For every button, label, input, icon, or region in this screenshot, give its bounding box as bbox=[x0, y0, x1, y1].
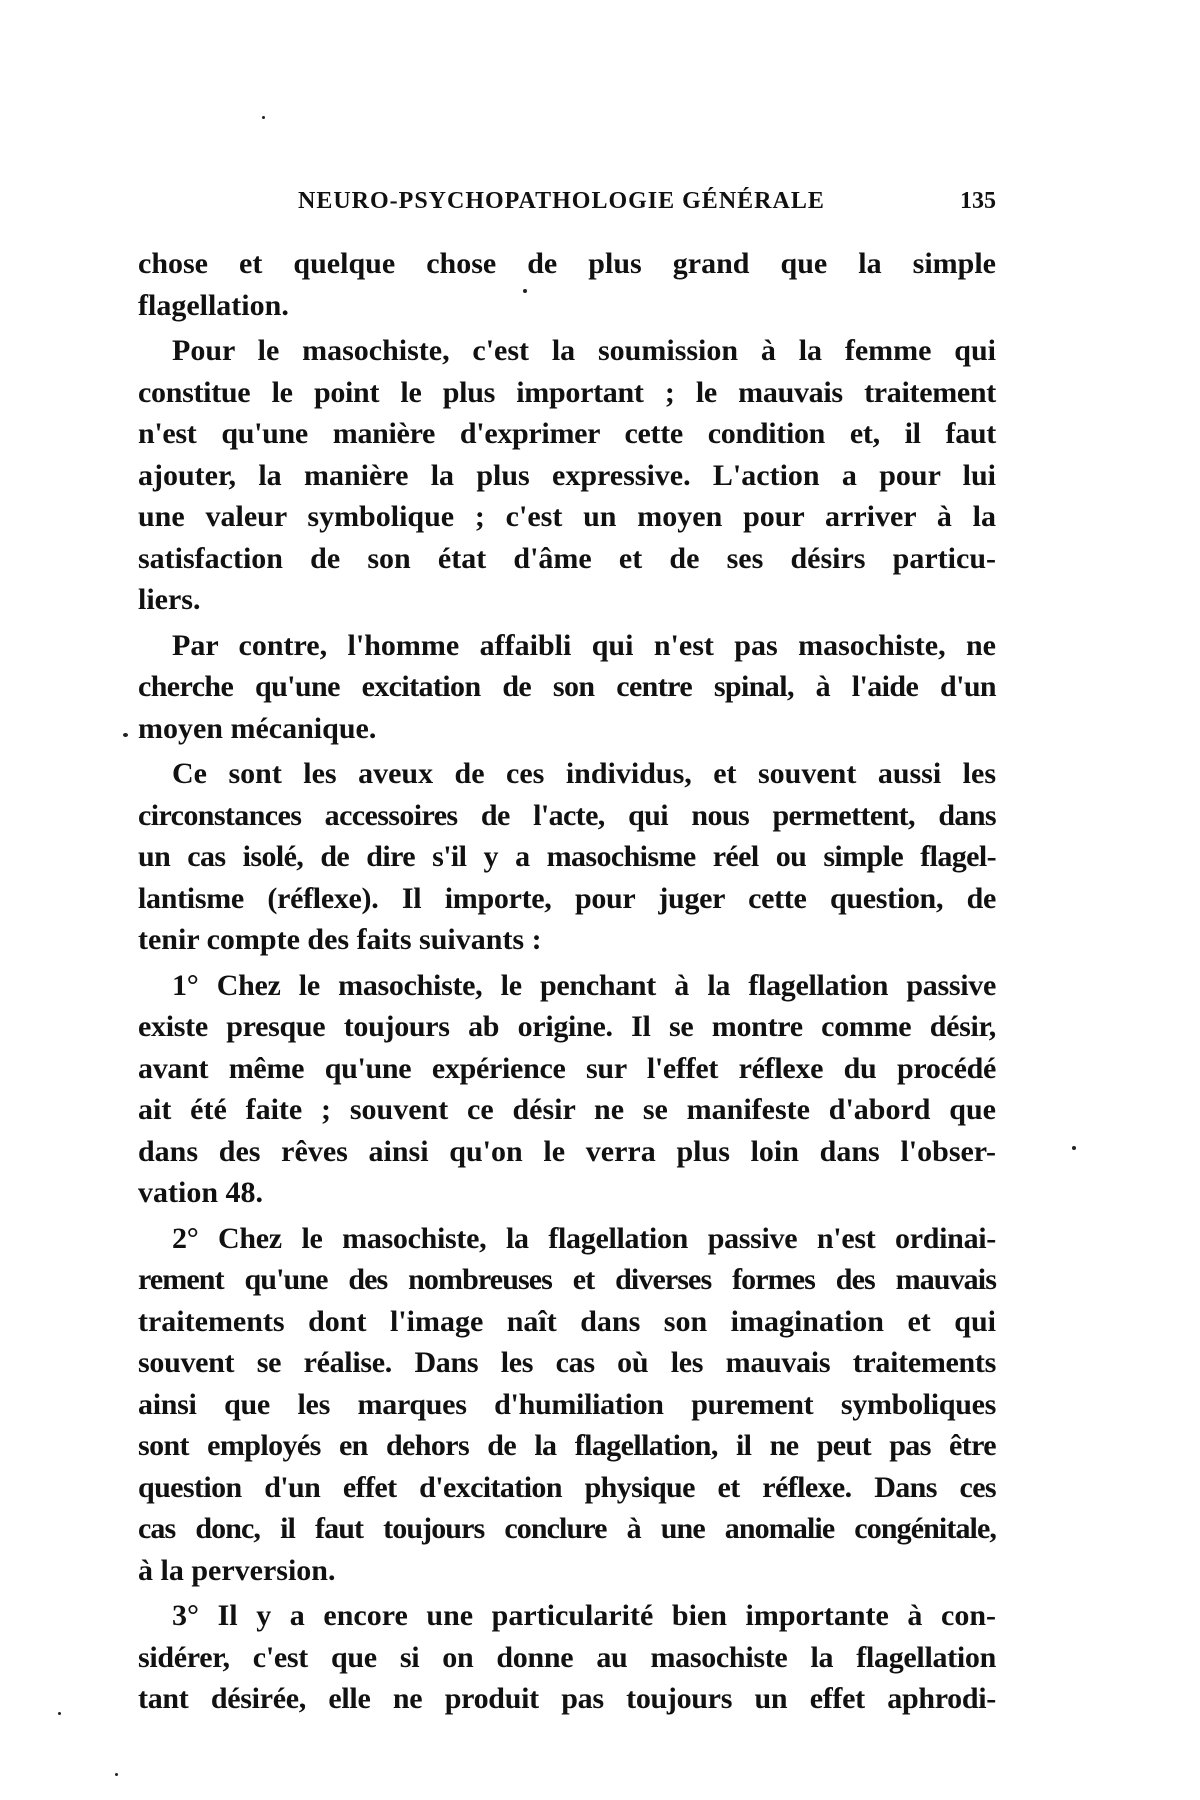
scan-speck bbox=[58, 1712, 61, 1715]
text-line: question d'un effet d'excitation physique et réflexe. Dans ces bbox=[138, 1470, 996, 1504]
text-line: satisfaction de son état d'âme et de ses désirs particu- bbox=[138, 541, 996, 575]
text-line: flagellation. bbox=[138, 288, 289, 322]
text-line: traitements dont l'image naît dans son imagination et qui bbox=[138, 1304, 996, 1338]
text-line: lantisme (réflexe). Il importe, pour juger cette question, de bbox=[138, 881, 996, 915]
page-number: 135 bbox=[960, 188, 996, 214]
running-head bbox=[138, 188, 996, 218]
text-line: existe presque toujours ab origine. Il se montre comme désir, bbox=[138, 1010, 996, 1043]
text-line: circonstances accessoires de l'acte, qui nous permettent, dans bbox=[138, 798, 996, 832]
text-line: cherche qu'une excitation de son centre spinal, à l'aide d'un bbox=[138, 670, 996, 703]
text-line: moyen mécanique. bbox=[138, 711, 377, 745]
running-title: NEURO-PSYCHOPATHOLOGIE GÉNÉRALE bbox=[298, 188, 825, 214]
text-line: sont employés en dehors de la flagellation, il ne peut pas être bbox=[138, 1429, 996, 1462]
text-line: constitue le point le plus important ; le mauvais traitement bbox=[138, 375, 996, 409]
scan-speck bbox=[1072, 1146, 1076, 1150]
scan-speck bbox=[262, 116, 265, 119]
text-line: vation 48. bbox=[138, 1176, 264, 1209]
text-line: à la perversion. bbox=[138, 1553, 336, 1587]
text-line: 3° Il y a encore une particularité bien importante à con- bbox=[172, 1599, 996, 1632]
text-line: ajouter, la manière la plus expressive. L'action a pour lui bbox=[138, 458, 996, 492]
scan-speck bbox=[123, 733, 128, 737]
text-line: Ce sont les aveux de ces individus, et souvent aussi les bbox=[172, 757, 996, 790]
text-line: avant même qu'une expérience sur l'effet réflexe du procédé bbox=[138, 1051, 996, 1085]
text-line: liers. bbox=[138, 583, 201, 616]
text-line: sidérer, c'est que si on donne au masochiste la flagellation bbox=[138, 1640, 996, 1674]
text-line: tant désirée, elle ne produit pas toujours un effet aphrodi- bbox=[138, 1682, 996, 1715]
scan-speck bbox=[115, 1773, 118, 1776]
text-line: dans des rêves ainsi qu'on le verra plus loin dans l'obser- bbox=[138, 1134, 996, 1168]
scan-speck bbox=[523, 289, 527, 293]
text-line: ainsi que les marques d'humiliation purement symboliques bbox=[138, 1387, 996, 1421]
text-line: une valeur symbolique ; c'est un moyen pour arriver à la bbox=[138, 500, 996, 533]
text-line: un cas isolé, de dire s'il y a masochisme réel ou simple flagel- bbox=[138, 840, 996, 873]
text-line: tenir compte des faits suivants : bbox=[138, 923, 542, 956]
text-line: souvent se réalise. Dans les cas où les mauvais traitements bbox=[138, 1346, 996, 1379]
text-line: Pour le masochiste, c'est la soumission à la femme qui bbox=[172, 334, 996, 367]
text-line: n'est qu'une manière d'exprimer cette condition et, il faut bbox=[138, 417, 996, 450]
text-line: chose et quelque chose de plus grand que la simple bbox=[138, 247, 996, 280]
text-line: 1° Chez le masochiste, le penchant à la flagellation passive bbox=[172, 968, 996, 1002]
text-line: Par contre, l'homme affaibli qui n'est pas masochiste, ne bbox=[172, 628, 996, 662]
text-line: ait été faite ; souvent ce désir ne se manifeste d'abord que bbox=[138, 1093, 996, 1126]
text-line: cas donc, il faut toujours conclure à une anomalie congénitale, bbox=[138, 1512, 996, 1545]
body-text bbox=[138, 243, 996, 1720]
text-line: 2° Chez le masochiste, la flagellation passive n'est ordinai- bbox=[172, 1221, 996, 1255]
text-line: rement qu'une des nombreuses et diverses formes des mauvais bbox=[138, 1263, 996, 1296]
